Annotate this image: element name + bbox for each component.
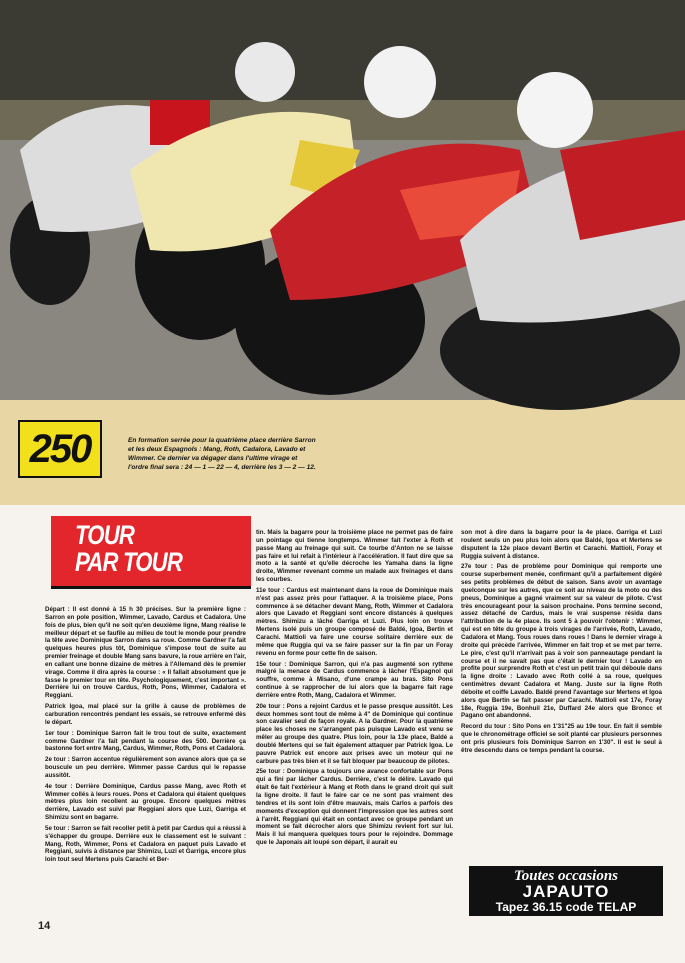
paragraph: 20e tour : Pons a rejoint Cardus et le passe presque aussitôt. Les deux hommes sont tout de même à 4" de Dominique qui continue son cavalier seul de façon royale. A la Gardner. Pour la quatrième place les choses ne s'arrangent pas puisque Lavado est venu se mêler au groupe des quatre. Plus loin, pour la 13e place, Baldé a doublé Mertens qui se fait également attaquer par Patrick Igoa. Le pauvre Patrick est encore aux prises avec un moteur qui ne carbure pas très bien et il se fait bloquer par beaucoup de pilotes. <box>256 702 453 765</box>
paragraph: 15e tour : Dominique Sarron, qui n'a pas augmenté son rythme malgré la menace de Cardus commence à lâcher l'Espagnol qui souffre, comme à Misano, d'une crampe au bras. Sito Pons continue à se rapprocher de lui alors que la bagarre fait rage derrière entre Roth, Mang, Cadalora et Wimmer. <box>256 660 453 699</box>
paragraph: Record du tour : Sito Pons en 1'31"25 au 19e tour. En fait il semble que le chronométrage officiel se soit planté car plusieurs personnes ont pris plusieurs fois Dominique Sarron en 1'30". Il est le seul à être descendu dans ce temps pendant la course. <box>461 723 662 754</box>
section-title <box>75 522 182 576</box>
paragraph: son mot à dire dans la bagarre pour la 4e place. Garriga et Luzi roulent seuls un peu plus loin alors que Baldé, Igoa et Mertens se disputent la 12e place devant Bertin et Carachi. Mattioli, Foray et Ruggia suivent à distance. <box>461 529 662 560</box>
photo-number-badge: 250 <box>18 420 102 478</box>
paragraph: 5e tour : Sarron se fait recoller petit à petit par Cardus qui a réussi à s'échapper du groupe. Derrière eux le classement est le suivant : Mang, Roth, Wimmer, Pons et Cadalora en paquet puis Lavado et Reggiani, suivis à distance par Shimizu, Luzi et Garriga, encore plus loin tout seul Mertens puis Carachi et Ber- <box>45 824 246 864</box>
article-column-2 <box>256 529 453 850</box>
article-column-3 <box>461 529 662 758</box>
paragraph: tin. Mais la bagarre pour la troisième place ne permet pas de faire un pointage qui tienne longtemps. Wimmer fait l'exter à Roth et passe Mang au freinage qui suit. Ce tourbe d'Anton ne se laisse pas faire et lui refait à l'intérieur à l'accélération. Il faut dire que sa moto a la santé et qu'elle décroche les Yamaha dans la ligne droite, Wimmer revenant comme un malade aux freinages et dans les courbes. <box>256 529 453 584</box>
paragraph: 2e tour : Sarron accentue régulièrement son avance alors que ça se bouscule un peu derrière. Wimmer passe Cardus qui le repasse aussitôt. <box>45 756 246 779</box>
paragraph: 11e tour : Cardus est maintenant dans la roue de Dominique mais n'est pas assez près pour l'attaquer. A la troisième place, Pons commence à se détacher devant Mang, Roth, Wimmer et Cadalora alors que Lavado et Reggiani sont encore distancés à quelques mètres. Shimizu a lâché Garriga et Luzi. Plus loin on trouve Mertens isolé puis un groupe composé de Baldé, Igoa, Bertin et Carachi. Mattioli va faire une course solitaire derrière eux de même que Ruggia qui va se faire passer sur la fin par un Foray revenu en forme pour cette fin de saison. <box>256 586 453 657</box>
photo-caption: En formation serrée pour la quatrième place derrière Sarron et les deux Espagnols : Mang, Roth, Cadalora, Lavado et Wimmer. Ce dernier va dégager dans l'ultime virage et l'ordre final sera : 24 — 1 — 22 — 4, derrière les 3 — 2 — 12. <box>128 437 316 471</box>
paragraph: 25e tour : Dominique a toujours une avance confortable sur Pons qui a fini par lâcher Cardus. Derrière, c'est le délire. Lavado qui était 6e fait l'extérieur à Mang et Roth dans le grand droit qui suit la ligne droite. Il faut le faire car ce ne sont pas vraiment des tendres et ils sont loin d'être mauvais, mais Carlos a parfois des moments d'exception qui donnent l'impression que les autres sont à l'arrêt. Reggiani qui était en contact avec ce groupe pendant un moment se fait décrocher alors que Shimizu revient fort sur lui. Mais il lui manquera quelques tours pour le rejoindre. Dommage que le Japonais ait loupé son départ, il aurait eu <box>256 768 453 847</box>
ad-line-3: Tapez 36.15 code TELAP <box>495 900 637 914</box>
page-number: 14 <box>38 920 51 932</box>
paragraph: Départ : Il est donné à 15 h 30 précises. Sur la première ligne : Sarron en pole position, Wimmer, Lavado, Cardus et Cadalora. Une fois de plus, bien qu'il ne soit qu'en deuxième ligne, Mang réalise le meilleur départ et se faufile au milieu de tout le monde pour prendre la tête avec Dominique Sarron dans sa roue. Comme Gardner l'a fait quelques heures plus tôt, Dominique s'impose tout de suite au premier freinage et double Mang sans bavure, la roue arrière en l'air, en callant une bonne dizaine de mètres à l'Allemand dès le premier virage. Comme il dira après la course : « Il fallait absolument que je fasse le premier tour en tête. Psychologiquement, c'est important ». Derrière lui on trouve Cardus, Roth, Pons, Wimmer, Cadalora et Reggiani. <box>45 606 246 700</box>
section-title-line2: PAR TOUR <box>75 547 183 577</box>
article-column-1 <box>45 606 246 867</box>
ad-brand: JAPAUTO <box>522 882 610 901</box>
japauto-advertisement <box>469 866 663 916</box>
paragraph: 4e tour : Derrière Dominique, Cardus passe Mang, avec Roth et Wimmer collés à leurs roues. Pons et Cadalora qui étaient quelques mètres plus loin recollent au groupe. Encore quelques mètres derrière, Lavado est suivi par Reggiani alors que Luzi, Garriga et Shimizu sont en bagarre. <box>45 782 246 822</box>
paragraph: Patrick Igoa, mal placé sur la grille à cause de problèmes de carburation rencontrés pendant les essais, se retrouve enfermé dès le départ. <box>45 703 246 726</box>
section-title-line1: TOUR <box>75 520 135 550</box>
paragraph: 1er tour : Dominique Sarron fait le trou tout de suite, exactement comme Gardner l'a fait pendant la course des 500. Derrière ça bastonne fort entre Mang, Cardus, Wimmer, Roth, Pons et Cadalora. <box>45 729 246 753</box>
ad-line-1: Toutes occasions <box>513 868 619 884</box>
paragraph: 27e tour : Pas de problème pour Dominique qui remporte une course superbement menée, confirmant qu'il a parfaitement digéré ses petits problèmes de début de saison. Sans avoir un avantage quelconque sur les autres, que ce soit au niveau de la moto ou des pneus, Dominique a gagné vraiment sur sa valeur de pilote. C'est très encourageant pour la saison prochaine. Pons termine second, assez détaché de Cardus, mais le vrai suspense résida dans l'attribution de la 4e place. Ils sont 5 à pouvoir l'obtenir : Wimmer, qui est en tête du groupe à trois virages de l'arrivée, Roth, Lavado, Cadalora et Mang. Tous roues dans roues ! Dans le dernier virage à droite qui précède l'arrivée, Wimmer en fait trop et se met par terre. Le pire, c'est qu'il n'arrivait pas à voir son panneautage pendant la course et il ne savait pas que c'était le dernier tour ! Lavado en profite pour surprendre Roth et c'est un petit train qui déboule dans la ligne droite : Lavado avec Roth collé à sa roue, quelques centimètres devant Cadalora et Mang. Juste sur la ligne Roth déboite et coiffe Lavado. Baldé prend l'avantage sur Mertens et Igoa alors que Bertin se fait passer par Carachi. Mattioli est 17e, Foray 18e, Ruggia 19e, Bonhuil 21e, Duffard 24e alors que Broncc et Pagano ont abandonné. <box>461 563 662 720</box>
section-title-box <box>51 516 251 589</box>
